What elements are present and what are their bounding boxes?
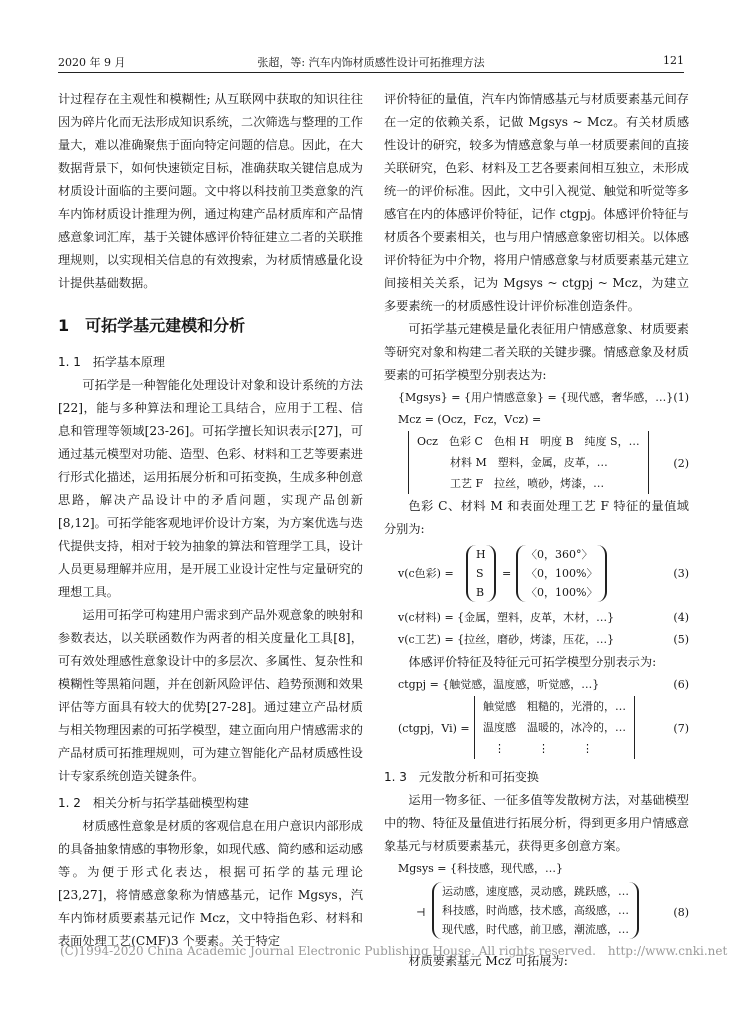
matrix bbox=[474, 696, 635, 759]
matrix-row: Ocz 色彩 C 色相 H 明度 B 纯度 S，… bbox=[417, 435, 640, 448]
equation-5 bbox=[398, 629, 689, 651]
running-header bbox=[58, 54, 684, 73]
header-title: 张超，等: 汽车内饰材质感性设计可拓推理方法 bbox=[257, 56, 485, 69]
vector-entry: S bbox=[476, 567, 484, 580]
equation-body: v(c材料) = {金属，塑料，皮革，木材，…} bbox=[398, 611, 615, 624]
equation-3 bbox=[398, 541, 689, 607]
equation-1 bbox=[398, 387, 689, 409]
paragraph: 可拓学是一种智能化处理设计对象和设计系统的方法[22]，能与多种算法和理论工具结合，应用于工程、信息和管理等领域[23-26]。可拓学擅长知识表示[27]，可通过基元模型对功能、造型、色彩、材料和工艺等要素进行形式化描述，运用拓展分析和可拓变换，生成多种创意思路，解决产品设计中的矛盾问题，实现产品创新[8,12]。可拓学能客观地评价设计方案，为方案优选与迭代提供支持，相对于较为抽象的算法和管理学工具，设计人员更易理解并应用，是开展工业设计定性与定量研究的理想工具。 bbox=[58, 378, 363, 599]
matrix bbox=[408, 431, 649, 494]
equation-body: Mgsys = {科技感，现代感，…} bbox=[398, 862, 564, 875]
set-row: 运动感，速度感，灵动感，跳跃感，… bbox=[442, 885, 629, 898]
paragraph: 可拓学基元建模是量化表征用户情感意象、材质要素等研究对象和构建二者关联的关键步骤。情感意象及材质要素的可拓学模型分别表达为: bbox=[384, 322, 689, 382]
equation-4 bbox=[398, 607, 689, 629]
set-row: 科技感，时尚感，技术感，高级感，… bbox=[442, 904, 629, 917]
equation-8 bbox=[398, 858, 689, 950]
vector-entry: H bbox=[476, 548, 486, 561]
section-heading: 1 可拓学基元建模和分析 bbox=[58, 316, 246, 335]
set-brace bbox=[432, 882, 639, 939]
paragraph: 评价特征的量值，汽车内饰情感基元与材质要素基元间存在一定的依赖关系，记做 Mgsys ~ Mcz。有关材质感性设计的研究，较多为情感意象与单一材质要素间的直接关联研究，色彩、材料及工艺各要素间相互独立，未形成统一的评价标准。因此，文中引入视觉、触觉和听觉等多感官在内的体感评价特征，记作 ctgpj。体感评价特征与材质各个要素相关，也与用户情感意象密切相关。以体感评价特征为中介物，将用户情感意象与材质要素基元建立间接相关关系，记为 Mgsys ~ ctgpj ~ Mcz，为建立多要素统一的材质感性设计评价标准创造条件。 bbox=[384, 92, 689, 313]
vector bbox=[516, 545, 607, 602]
set-row: 现代感，时代感，前卫感，潮流感，… bbox=[442, 923, 629, 936]
equation-6 bbox=[398, 674, 689, 696]
subsection-heading: 1. 2 相关分析与拓学基础模型构建 bbox=[58, 796, 249, 810]
equation-body: Mcz = (Ocz，Fcz，Vcz) = bbox=[398, 413, 542, 426]
matrix-row: ⋮ ⋮ ⋮ bbox=[483, 742, 593, 755]
equation-number: (7) bbox=[673, 722, 689, 735]
equation-number: (1) bbox=[673, 391, 689, 404]
equation-number: (6) bbox=[673, 678, 689, 691]
equation-2 bbox=[398, 409, 689, 495]
left-column bbox=[58, 88, 363, 953]
right-column bbox=[384, 88, 689, 973]
vector-entry: 〈0，360°〉 bbox=[526, 548, 593, 561]
watermark: (C)1994-2020 China Academic Journal Electronic Publishing House. All rights reserved. http://www.cnki.net bbox=[60, 944, 728, 958]
equation-number: (2) bbox=[673, 457, 689, 470]
paragraph: 体感评价特征及特征元可拓学模型分别表示为: bbox=[408, 655, 657, 669]
equation-7 bbox=[398, 696, 689, 762]
paragraph: 材质要素基元 Mcz 可拓展为: bbox=[408, 954, 568, 968]
arrow-symbol: ⊣ bbox=[416, 906, 426, 919]
subsection-heading: 1. 1 拓学基本原理 bbox=[58, 355, 165, 369]
equals-sign: = bbox=[502, 567, 512, 580]
paragraph: 计过程存在主观性和模糊性; 从互联网中获取的知识往往因为碎片化而无法形成知识系统，二次筛选与整理的工作量大，难以准确聚焦于面向特定问题的信息。因此，在大数据背景下，如何快速锁定目标，准确获取关键信息成为材质设计面临的主要问题。文中将以科技前卫类意象的汽车内饰材质设计推理为例，通过构建产品材质库和产品情感意象词汇库，基于关键体感评价特征建立二者的关联推理规则，以实现相关信息的有效搜索，为材质情感量化设计提供基础数据。 bbox=[58, 92, 363, 290]
paragraph: 材质感性意象是材质的客观信息在用户意识内部形成的具备抽象情感的事物形象，如现代感、简约感和运动感等。为便于形式化表达，根据可拓学的基元理论[23,27]，将情感意象称为情感基元，记作 Mgsys，汽车内饰材质要素基元记作 Mcz，文中特指色彩、材料和表面处理工艺(CMF)3 个要素。关于特定 bbox=[58, 819, 363, 948]
paragraph: 色彩 C、材料 M 和表面处理工艺 F 特征的量值域分别为: bbox=[384, 499, 689, 536]
subsection-heading: 1. 3 元发散分析和可拓变换 bbox=[384, 770, 539, 784]
header-date: 2020 年 9 月 bbox=[58, 56, 126, 69]
equation-body: v(c工艺) = {拉丝，磨砂，烤漆，压花，…} bbox=[398, 633, 615, 646]
matrix-row: 材料 M 塑料，金属，皮革，… bbox=[417, 456, 608, 469]
equation-number: (4) bbox=[673, 611, 689, 624]
equation-number: (5) bbox=[673, 633, 689, 646]
vector-entry: 〈0，100%〉 bbox=[526, 567, 598, 580]
matrix-row: 工艺 F 拉丝，喷砂，烤漆，… bbox=[417, 477, 605, 490]
vector-entry: B bbox=[476, 586, 485, 599]
equation-body: {Mgsys} = {用户情感意象} = {现代感，奢华感，…} bbox=[398, 391, 674, 404]
equation-number: (3) bbox=[673, 567, 689, 580]
paragraph: 运用一物多征、一征多值等发散树方法，对基础模型中的物、特征及量值进行拓展分析，得到更多用户情感意象基元与材质要素基元，获得更多创意方案。 bbox=[384, 793, 689, 853]
matrix-row: 触觉感 粗糙的，光滑的，… bbox=[483, 700, 626, 713]
equation-body: v(c色彩) = bbox=[398, 567, 454, 580]
equation-number: (8) bbox=[673, 906, 689, 919]
vector-entry: 〈0，100%〉 bbox=[526, 586, 598, 599]
matrix-row: 温度感 温暖的，冰冷的，… bbox=[483, 721, 626, 734]
header-page-number: 121 bbox=[663, 54, 684, 67]
equation-body: (ctgpj，Vi) = bbox=[398, 722, 470, 735]
paragraph: 运用可拓学可构建用户需求到产品外观意象的映射和参数表达，以关联函数作为两者的相关度量化工具[8]，可有效处理感性意象设计中的多层次、多属性、复杂性和模糊性等黑箱问题，并在创新风险评估、趋势预测和效果评估等方面具有较大的优势[27-28]。通过建立产品材质与相关物理因素的可拓学模型，建立面向用户情感需求的产品材质可拓推理规则，可为建立智能化产品材质感性设计专家系统创造关键条件。 bbox=[58, 608, 363, 783]
equation-body: ctgpj = {触觉感，温度感，听觉感，…} bbox=[398, 678, 600, 691]
vector bbox=[466, 545, 496, 602]
